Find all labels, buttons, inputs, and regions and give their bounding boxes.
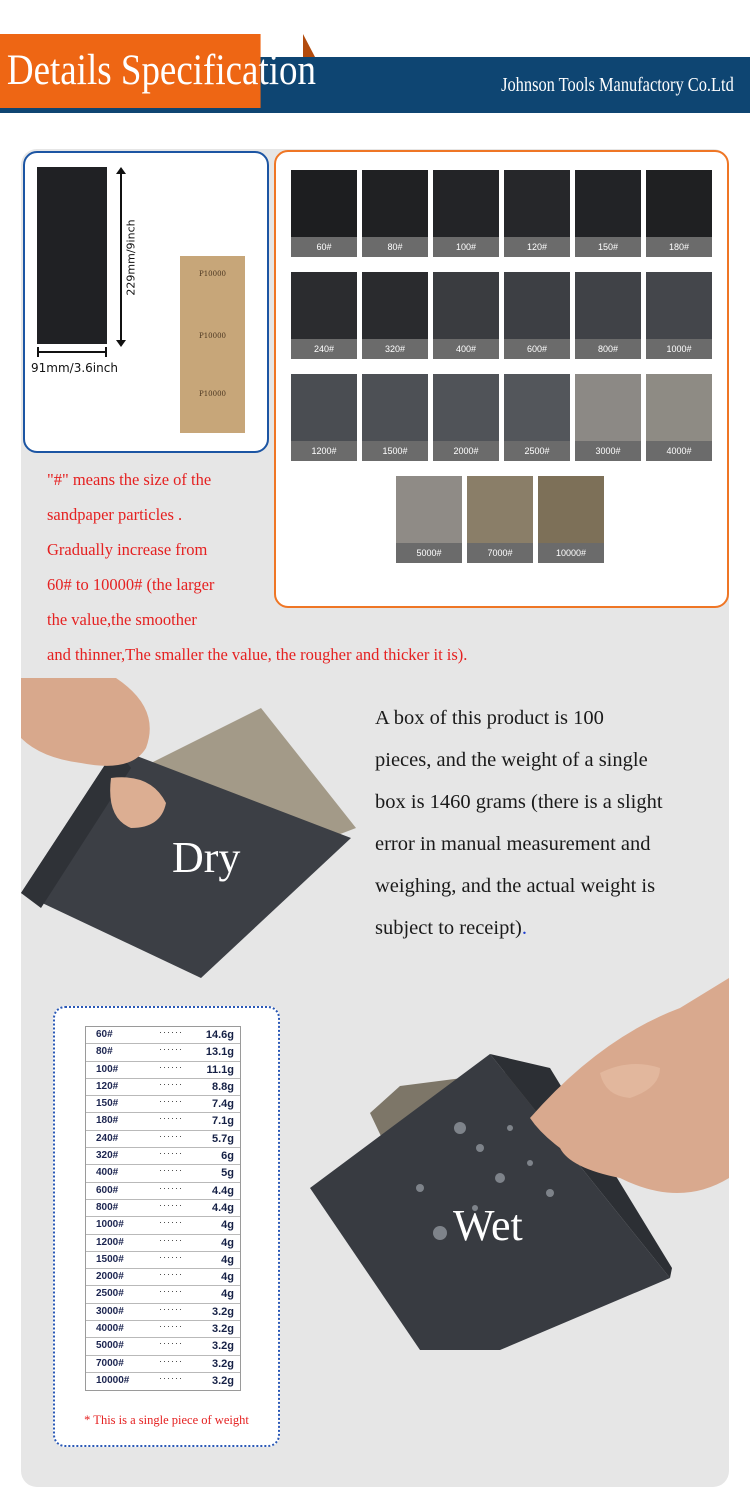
weight-value: 4g <box>221 1253 234 1266</box>
grit-label: 800# <box>575 339 641 359</box>
weight-table-box <box>53 1006 280 1447</box>
table-row <box>86 1338 240 1355</box>
sheet-backing-image <box>180 256 245 433</box>
description-line: and thinner,The smaller the value, the rougher and thicker it is). <box>47 645 468 664</box>
grit-label: 400# <box>433 339 499 359</box>
weight-dots: ······ <box>159 1303 183 1314</box>
grit-label: 4000# <box>646 441 712 461</box>
weight-value: 3.2g <box>211 1357 234 1370</box>
weight-dots: ······ <box>159 1251 183 1262</box>
weight-value: 3.2g <box>211 1305 234 1318</box>
weight-grit: 400# <box>96 1167 119 1179</box>
weight-grit: 180# <box>96 1115 119 1127</box>
grit-sample <box>504 170 570 257</box>
weight-dots: ······ <box>159 1061 183 1072</box>
box-info-last-line: subject to receipt) <box>375 917 522 939</box>
description-line: sandpaper particles . <box>47 505 183 524</box>
weight-dots: ······ <box>159 1182 183 1193</box>
weight-grit: 120# <box>96 1080 119 1092</box>
weight-grit: 600# <box>96 1184 119 1196</box>
grit-label: 600# <box>504 339 570 359</box>
weight-note: * This is a single piece of weight <box>84 1413 249 1427</box>
grit-sample <box>362 374 428 461</box>
backing-grade-text: P10000 <box>199 390 226 398</box>
weight-grit: 1200# <box>96 1236 124 1248</box>
table-row <box>86 1148 240 1165</box>
weight-value: 7.1g <box>211 1115 234 1128</box>
dry-sandpaper-photo <box>21 678 361 978</box>
grit-sample <box>362 272 428 359</box>
box-info-line: box is 1460 grams (there is a slight <box>375 791 663 813</box>
weight-dots: ······ <box>159 1217 183 1228</box>
grit-sample <box>362 170 428 257</box>
weight-value: 14.6g <box>205 1029 234 1041</box>
weight-grit: 150# <box>96 1098 119 1110</box>
grit-label: 80# <box>362 237 428 257</box>
weight-grit: 4000# <box>96 1323 124 1335</box>
title-tab-fold <box>303 34 315 57</box>
grit-label: 10000# <box>538 543 604 563</box>
grit-sample <box>646 374 712 461</box>
table-row <box>86 1200 240 1217</box>
box-info-text <box>375 697 725 949</box>
grit-sample <box>291 170 357 257</box>
box-info-line: error in manual measurement and <box>375 833 651 855</box>
width-dimension-label: 91mm/3.6inch <box>31 361 118 375</box>
grit-label: 5000# <box>396 543 462 563</box>
backing-grade-text: P10000 <box>199 270 226 278</box>
weight-value: 11.1g <box>206 1063 234 1076</box>
grit-label: 320# <box>362 339 428 359</box>
weight-dots: ······ <box>159 1286 183 1297</box>
box-info-line: weighing, and the actual weight is <box>375 875 656 897</box>
grit-description <box>47 462 607 672</box>
weight-dots: ······ <box>159 1199 183 1210</box>
grit-label: 1000# <box>646 339 712 359</box>
weight-table <box>85 1026 241 1391</box>
weight-value: 4g <box>221 1236 234 1249</box>
weight-dots: ······ <box>159 1338 183 1349</box>
wet-sandpaper-photo <box>300 978 729 1350</box>
description-line: "#" means the size of the <box>47 470 212 489</box>
grit-label: 2000# <box>433 441 499 461</box>
weight-dots: ······ <box>159 1372 183 1383</box>
weight-value: 5.7g <box>211 1132 234 1145</box>
grit-sample <box>575 170 641 257</box>
grit-sample <box>646 170 712 257</box>
table-row <box>86 1131 240 1148</box>
weight-dots: ······ <box>159 1044 183 1055</box>
weight-grit: 2500# <box>96 1288 124 1300</box>
company-name: Johnson Tools Manufactory Co.Ltd <box>501 74 734 96</box>
width-arrow-icon <box>37 351 107 353</box>
weight-value: 7.4g <box>211 1098 234 1111</box>
box-info-line: pieces, and the weight of a single <box>375 749 648 771</box>
grit-sample <box>291 374 357 461</box>
weight-dots: ······ <box>159 1078 183 1089</box>
dry-label: Dry <box>172 833 241 882</box>
grit-label: 2500# <box>504 441 570 461</box>
grit-sample <box>575 374 641 461</box>
weight-grit: 320# <box>96 1150 119 1162</box>
weight-dots: ······ <box>159 1113 183 1124</box>
weight-dots: ······ <box>159 1269 183 1280</box>
weight-value: 3.2g <box>211 1340 234 1353</box>
table-row <box>86 1373 240 1390</box>
weight-grit: 2000# <box>96 1271 124 1283</box>
weight-dots: ······ <box>159 1148 183 1159</box>
grit-sample <box>433 170 499 257</box>
grit-sample <box>291 272 357 359</box>
box-info-end-dot: . <box>521 917 527 939</box>
weight-dots: ······ <box>159 1321 183 1332</box>
description-line: the value,the smoother <box>47 610 197 629</box>
description-line: Gradually increase from <box>47 540 208 559</box>
weight-value: 13.1g <box>205 1046 234 1059</box>
weight-dots: ······ <box>159 1130 183 1141</box>
weight-grit: 3000# <box>96 1305 124 1317</box>
table-row <box>86 1113 240 1130</box>
grit-sample <box>433 374 499 461</box>
weight-value: 4.4g <box>211 1201 234 1214</box>
grit-sample <box>433 272 499 359</box>
weight-value: 5g <box>221 1167 234 1180</box>
table-row <box>86 1269 240 1286</box>
weight-value: 4g <box>221 1219 234 1232</box>
weight-value: 6g <box>221 1150 234 1163</box>
grit-label: 7000# <box>467 543 533 563</box>
backing-grade-text: P10000 <box>199 332 226 340</box>
grit-sample <box>504 374 570 461</box>
sheet-size-box <box>23 151 269 453</box>
weight-grit: 800# <box>96 1201 119 1213</box>
page-title: Details Specification <box>0 34 261 108</box>
table-row <box>86 1096 240 1113</box>
weight-grit: 60# <box>96 1029 113 1040</box>
grit-label: 120# <box>504 237 570 257</box>
table-row <box>86 1079 240 1096</box>
weight-grit: 240# <box>96 1132 119 1144</box>
weight-grit: 100# <box>96 1063 119 1075</box>
weight-value: 3.2g <box>211 1374 234 1387</box>
weight-grit: 1500# <box>96 1253 124 1265</box>
grit-sample <box>646 272 712 359</box>
wet-label: Wet <box>453 1201 523 1250</box>
box-info-line: A box of this product is 100 <box>375 707 604 729</box>
sandpaper-sheet-image <box>37 167 107 344</box>
weight-grit: 10000# <box>96 1374 130 1386</box>
weight-grit: 1000# <box>96 1219 124 1231</box>
grit-sample <box>504 272 570 359</box>
weight-value: 3.2g <box>211 1323 234 1336</box>
grit-label: 180# <box>646 237 712 257</box>
grit-label: 3000# <box>575 441 641 461</box>
table-row <box>86 1183 240 1200</box>
weight-dots: ······ <box>159 1027 183 1037</box>
weight-grit: 80# <box>96 1046 113 1058</box>
grit-label: 1500# <box>362 441 428 461</box>
weight-value: 4g <box>221 1271 234 1284</box>
weight-dots: ······ <box>159 1234 183 1245</box>
weight-dots: ······ <box>159 1355 183 1366</box>
table-row <box>86 1304 240 1321</box>
grit-label: 1200# <box>291 441 357 461</box>
weight-value: 4g <box>221 1288 234 1301</box>
table-row <box>86 1044 240 1061</box>
table-row <box>86 1027 240 1044</box>
grit-label: 240# <box>291 339 357 359</box>
weight-grit: 7000# <box>96 1357 124 1369</box>
grit-label: 150# <box>575 237 641 257</box>
weight-grit: 5000# <box>96 1340 124 1352</box>
weight-value: 4.4g <box>211 1184 234 1197</box>
height-arrow-icon <box>120 169 122 345</box>
table-row <box>86 1356 240 1373</box>
table-row <box>86 1165 240 1182</box>
weight-value: 8.8g <box>211 1080 234 1093</box>
weight-dots: ······ <box>159 1165 183 1176</box>
table-row <box>86 1062 240 1079</box>
weight-dots: ······ <box>159 1096 183 1107</box>
box-info-line <box>375 907 725 949</box>
table-row <box>86 1235 240 1252</box>
grit-label: 100# <box>433 237 499 257</box>
table-row <box>86 1252 240 1269</box>
height-dimension-label: 229mm/9inch <box>124 219 138 296</box>
description-line: 60# to 10000# (the larger <box>47 575 215 594</box>
table-row <box>86 1286 240 1303</box>
table-row <box>86 1217 240 1234</box>
table-row <box>86 1321 240 1338</box>
grit-sample <box>575 272 641 359</box>
grit-label: 60# <box>291 237 357 257</box>
